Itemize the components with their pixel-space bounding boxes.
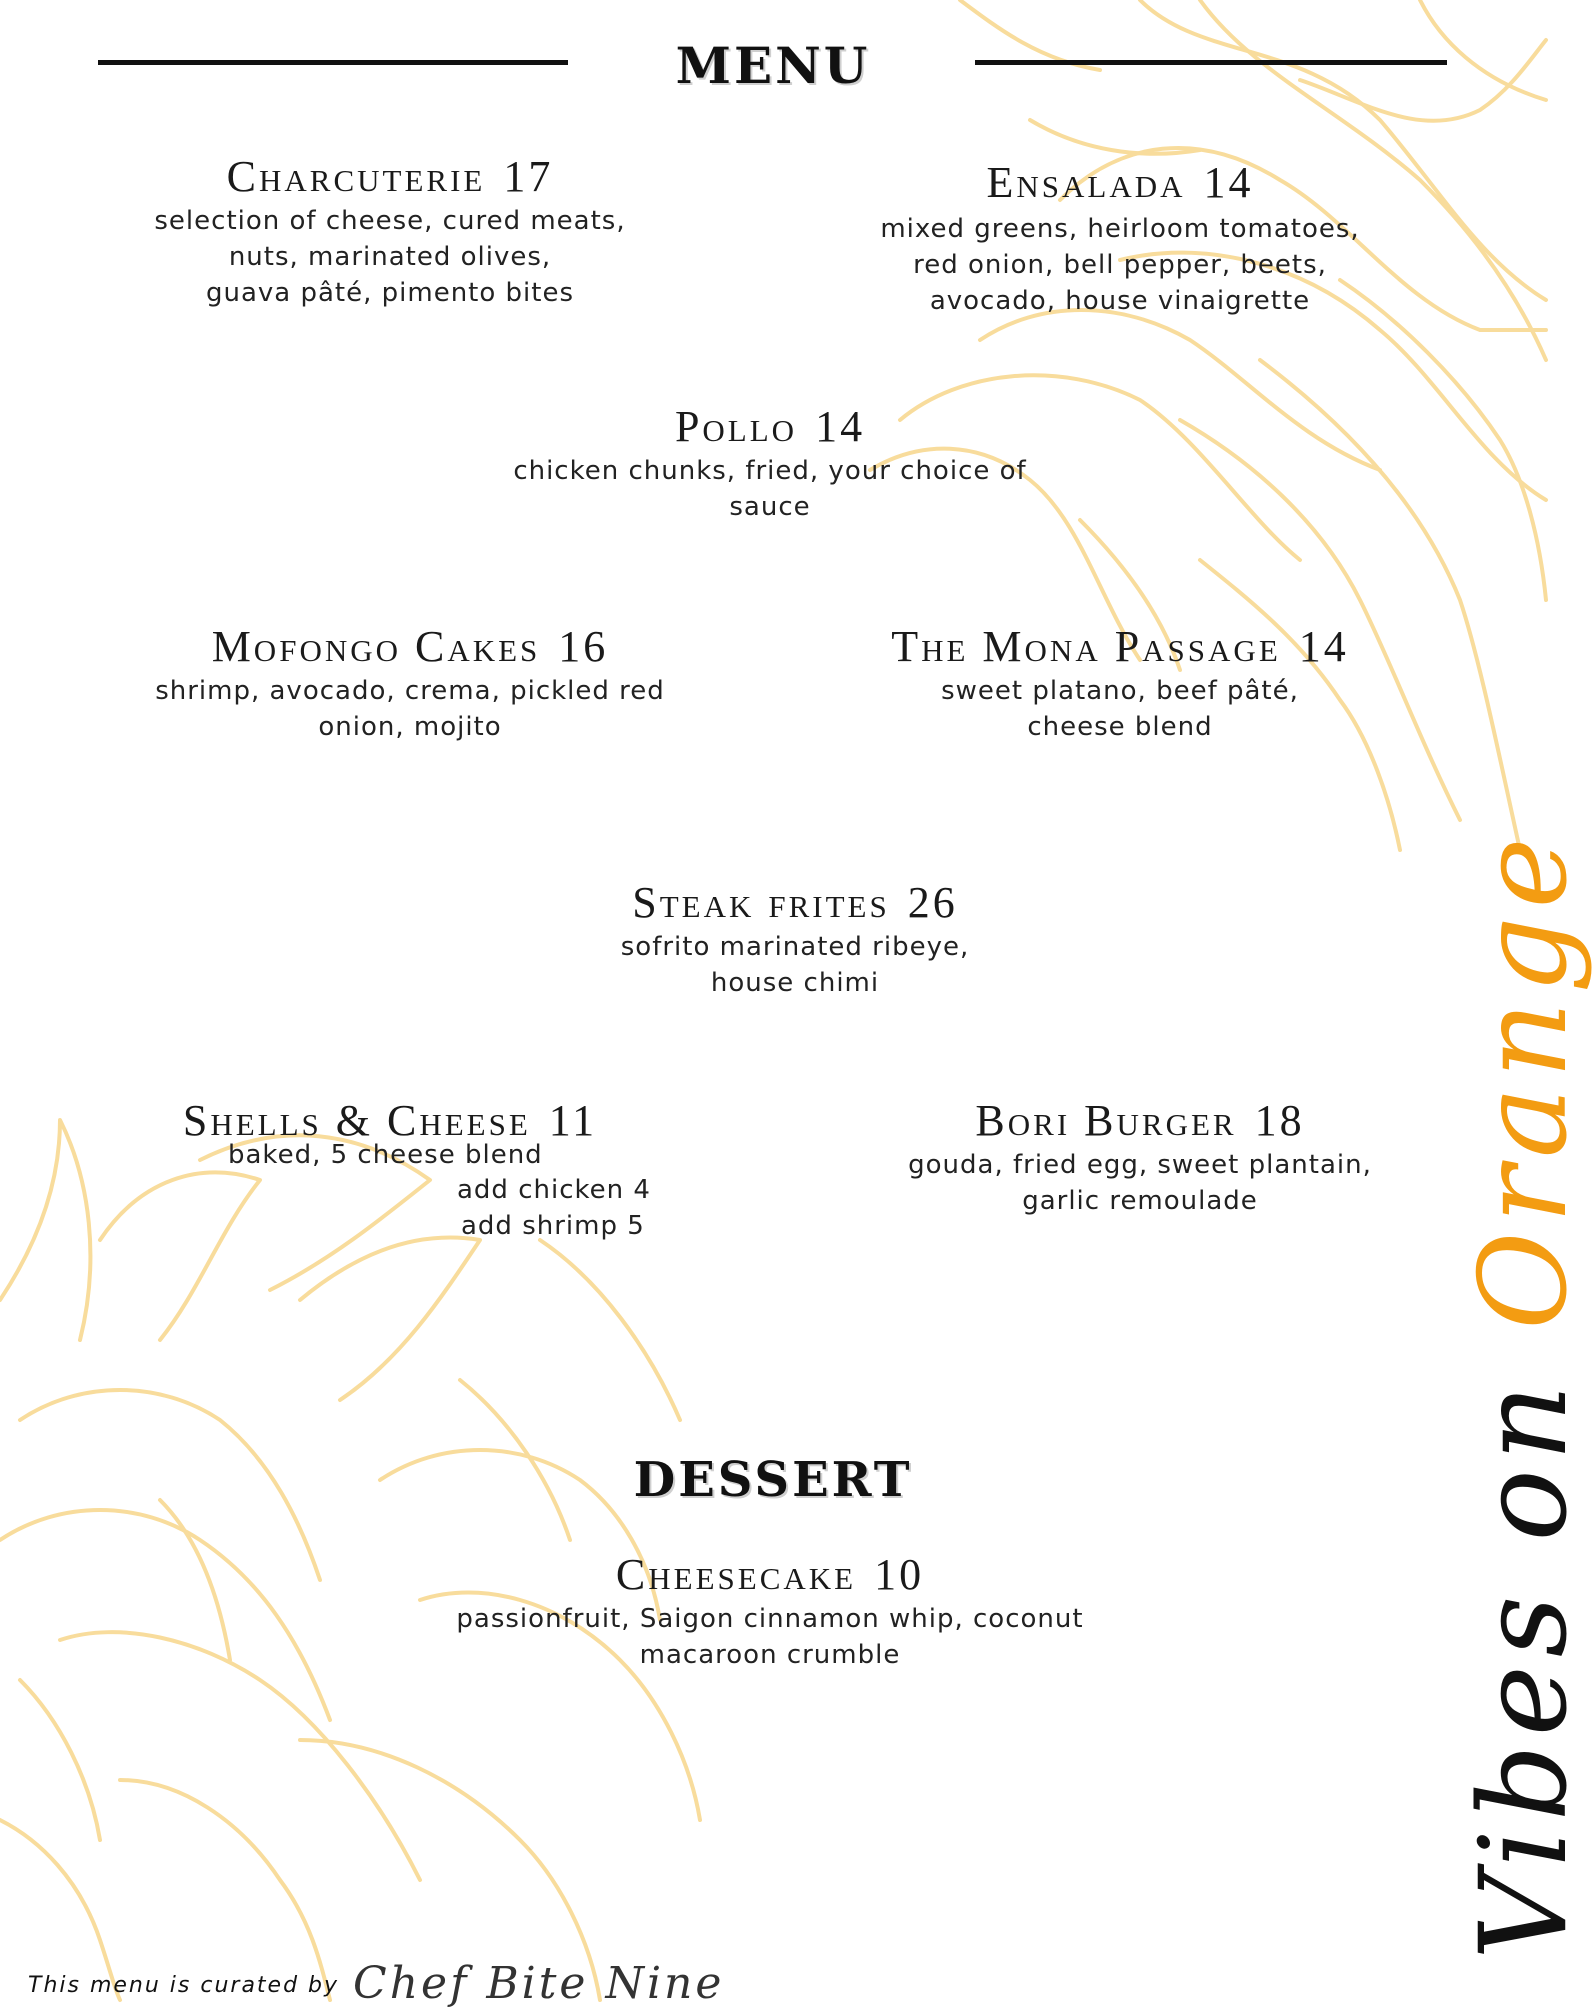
description-line: onion, mojito [318, 711, 502, 742]
menu-item-mofongo-cakes [110, 622, 710, 745]
menu-item-mona-passage [820, 622, 1420, 745]
menu-item-cheesecake [420, 1550, 1120, 1673]
menu-item-ensalada [840, 158, 1400, 319]
description-line: house chimi [710, 967, 880, 998]
item-name: Bori Burger [975, 1096, 1237, 1145]
description-line: nuts, marinated olives, [228, 241, 552, 272]
item-price: 10 [874, 1550, 925, 1599]
description-line: cheese blend [1027, 711, 1213, 742]
menu-item-pollo [470, 402, 1070, 525]
item-title [840, 158, 1400, 209]
menu-item-bori-burger [840, 1096, 1440, 1219]
item-title [110, 622, 710, 673]
item-price: 17 [503, 152, 554, 201]
description-line: gouda, fried egg, sweet plantain, [908, 1149, 1372, 1180]
item-description [840, 211, 1400, 319]
description-line: shrimp, avocado, crema, pickled red [155, 675, 665, 706]
item-price: 14 [1203, 158, 1254, 207]
brand-orange-text: Orange [1455, 829, 1594, 1330]
footer-credit [28, 1958, 724, 2009]
menu-item-charcuterie [110, 152, 670, 311]
item-price: 14 [815, 402, 866, 451]
dessert-title: DESSERT [633, 1452, 913, 1508]
description-line: garlic remoulade [1022, 1185, 1258, 1216]
item-description [820, 673, 1420, 745]
item-description [470, 453, 1070, 525]
item-name: Mofongo Cakes [211, 622, 541, 671]
item-title [840, 1096, 1440, 1147]
shells-addon-shrimp: add shrimp 5 [461, 1211, 645, 1241]
description-line: sofrito marinated ribeye, [620, 931, 970, 962]
description-line: guava pâté, pimento bites [205, 277, 574, 308]
description-line: red onion, bell pepper, beets, [913, 249, 1327, 280]
item-title [120, 1096, 660, 1147]
description-line: macaroon crumble [639, 1639, 901, 1670]
item-title [820, 622, 1420, 673]
item-name: Cheesecake [615, 1550, 857, 1599]
item-price: 14 [1298, 622, 1349, 671]
item-title [470, 402, 1070, 453]
chef-signature: Chef Bite Nine [353, 1958, 725, 2009]
item-price: 26 [907, 878, 958, 927]
footer-text: This menu is curated by [28, 1973, 340, 1998]
shells-addon-chicken: add chicken 4 [457, 1175, 651, 1205]
menu-item-shells-cheese [120, 1096, 660, 1147]
description-line: selection of cheese, cured meats, [154, 205, 626, 236]
item-name: Steak frites [632, 878, 890, 927]
item-name: The Mona Passage [891, 622, 1281, 671]
item-name: Pollo [674, 402, 798, 451]
description-line: avocado, house vinaigrette [929, 285, 1311, 316]
item-description [420, 1601, 1120, 1673]
item-description [110, 203, 670, 311]
description-line: sauce [729, 491, 811, 522]
description-line: chicken chunks, fried, your choice of [513, 455, 1027, 486]
item-description [840, 1147, 1440, 1219]
item-description [495, 929, 1095, 1001]
item-price: 18 [1254, 1096, 1305, 1145]
item-title [495, 878, 1095, 929]
item-price: 11 [548, 1096, 598, 1145]
shells-description: baked, 5 cheese blend [228, 1140, 543, 1170]
item-description [110, 673, 710, 745]
item-title [420, 1550, 1120, 1601]
description-line: mixed greens, heirloom tomatoes, [880, 213, 1360, 244]
item-title [110, 152, 670, 203]
brand-vibes-on-orange [1455, 829, 1594, 1960]
brand-vibes-text: Vibes on [1455, 1329, 1594, 1960]
description-line: passionfruit, Saigon cinnamon whip, coconut [456, 1603, 1084, 1634]
menu-title: MENU [675, 36, 871, 95]
item-name: Shells & Cheese [182, 1096, 531, 1145]
item-price: 16 [558, 622, 609, 671]
menu-item-steak-frites [495, 878, 1095, 1001]
description-line: sweet platano, beef pâté, [941, 675, 1299, 706]
item-name: Ensalada [986, 158, 1186, 207]
item-name: Charcuterie [226, 152, 486, 201]
